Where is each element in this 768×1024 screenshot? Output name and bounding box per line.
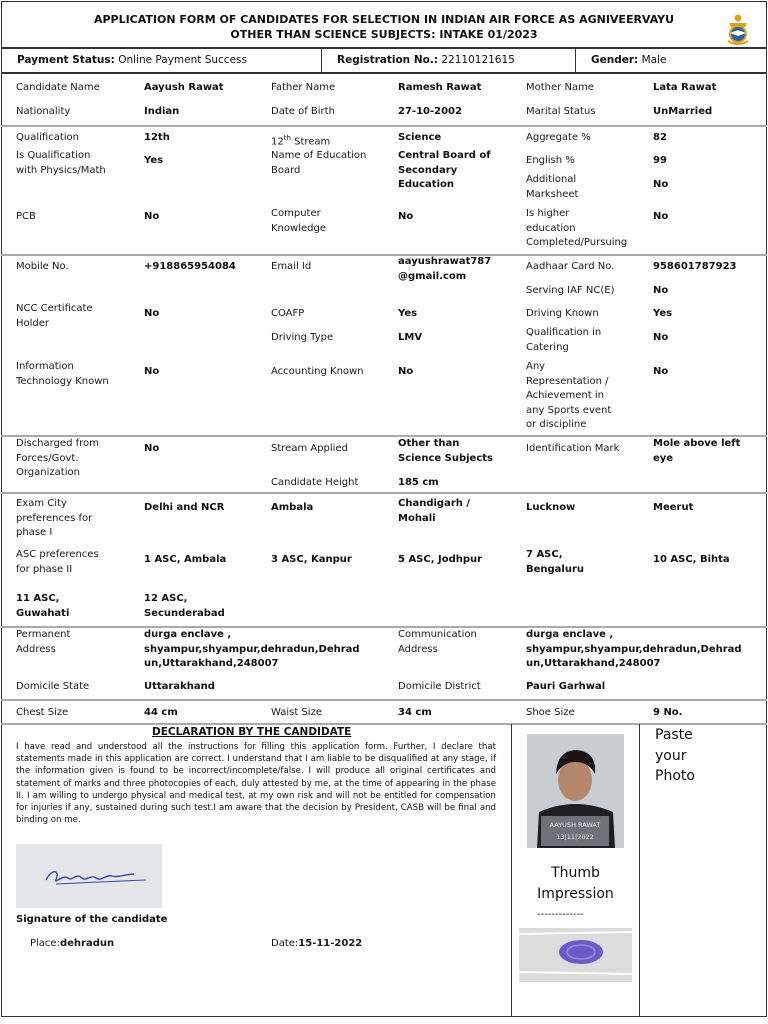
catering-label: Qualification in Catering	[526, 327, 602, 353]
asc-2: 3 ASC, Kanpur	[271, 554, 352, 565]
computer-knowledge-label: Computer Knowledge	[271, 208, 326, 234]
catering: No	[653, 332, 669, 343]
driving-type-label: Driving Type	[271, 332, 334, 343]
thumb-dash: -------------	[537, 909, 584, 920]
domicile-state: Uttarakhand	[144, 681, 215, 692]
asc-7: 12 ASC, Secunderabad	[144, 593, 225, 619]
domicile-state-label: Domicile State	[16, 681, 90, 692]
coafp-label: COAFP	[271, 308, 305, 319]
registration-number: Registration No.: 22110121615	[337, 54, 515, 66]
additional-marksheet: No	[653, 179, 669, 190]
marital: UnMarried	[653, 106, 713, 117]
english-label: English %	[526, 155, 575, 166]
photo-caption-name: AAYUSH RAWAT	[549, 821, 601, 829]
section-separator	[1, 254, 767, 256]
status-bar	[1, 49, 767, 74]
divider	[639, 724, 640, 1017]
aggregate: 82	[653, 132, 667, 143]
phase2-label: ASC preferences for phase II	[16, 549, 99, 575]
pcb-label: PCB	[16, 211, 36, 222]
it-known: No	[144, 366, 160, 377]
section-separator	[1, 699, 767, 701]
communication-address: durga enclave , shyampur,shyampur,dehradun,Dehrad un,Uttarakhand,248007	[526, 629, 742, 669]
nationality: Indian	[144, 106, 180, 117]
thumb-label: Thumb Impression	[537, 865, 614, 902]
declaration-text: I have read and understood all the instructions for filling this application form. Further, I declare that statements made in this application are correct. I understand that I am liable to be disqualified at any stage, if the information given is found to be incorrect/incomplete/false. I will produce all original certificates and statement of marks and three photocopies of each, duly attested by me, at the time of appearing in the phase II. I am willing to undergo physical and medical test, at my own risk and will not be entitled for compensation for injuries if any, sustained during such test.I am aware that the decision by President, CASB will be final and binding on me.	[16, 742, 496, 826]
exam-city-3: Chandigarh / Mohali	[398, 498, 471, 524]
permanent-address: durga enclave , shyampur,shyampur,dehradun,Dehrad un,Uttarakhand,248007	[144, 629, 360, 669]
email-label: Email Id	[271, 261, 312, 272]
exam-city-5: Meerut	[653, 502, 694, 513]
physics-math-label: Is Qualification with Physics/Math	[16, 150, 106, 176]
signature-image	[16, 844, 162, 908]
computer-knowledge: No	[398, 211, 414, 222]
higher-education-label: Is higher education Completed/Pursuing	[526, 208, 628, 248]
accounting: No	[398, 366, 414, 377]
mobile-label: Mobile No.	[16, 261, 69, 272]
section-separator	[1, 492, 767, 494]
asc-5: 10 ASC, Bihta	[653, 554, 730, 565]
candidate-photo	[527, 734, 624, 848]
gender: Gender: Male	[591, 54, 667, 66]
english: 99	[653, 155, 667, 166]
waist: 34 cm	[398, 707, 432, 718]
shoe: 9 No.	[653, 707, 683, 718]
stream-label: 12th Stream	[271, 134, 331, 148]
place: Place:dehradun	[30, 938, 115, 949]
form-title-line2: OTHER THAN SCIENCE SUBJECTS: INTAKE 01/2023	[230, 28, 538, 41]
candidate-name-label: Candidate Name	[16, 82, 100, 93]
pcb: No	[144, 211, 160, 222]
thumbprint	[519, 928, 632, 982]
iaf-crest-icon	[720, 11, 756, 47]
accounting-label: Accounting Known	[271, 366, 364, 377]
discharged: No	[144, 443, 160, 454]
candidate-name: Aayush Rawat	[144, 82, 224, 93]
board: Central Board of Secondary Education	[398, 150, 491, 190]
photo-caption-date: 13|11|2022	[556, 833, 594, 841]
aadhaar-label: Aadhaar Card No.	[526, 261, 615, 272]
additional-marksheet-label: Additional Marksheet	[526, 174, 579, 200]
domicile-district-label: Domicile District	[398, 681, 481, 692]
driving-known: Yes	[653, 308, 673, 319]
declaration-title: DECLARATION BY THE CANDIDATE	[152, 726, 352, 738]
date: Date:15-11-2022	[271, 938, 363, 949]
chest: 44 cm	[144, 707, 178, 718]
aggregate-label: Aggregate %	[526, 132, 591, 143]
driving-type: LMV	[398, 332, 423, 343]
waist-label: Waist Size	[271, 707, 322, 718]
dob-label: Date of Birth	[271, 106, 335, 117]
section-separator	[1, 723, 767, 725]
marital-label: Marital Status	[526, 106, 596, 117]
asc-1: 1 ASC, Ambala	[144, 554, 227, 565]
father-name: Ramesh Rawat	[398, 82, 482, 93]
stream: Science	[398, 132, 442, 143]
exam-city-2: Ambala	[271, 502, 314, 513]
mother-name-label: Mother Name	[526, 82, 594, 93]
form-header	[1, 1, 767, 49]
email: aayushrawat787 @gmail.com	[398, 256, 492, 282]
asc-3: 5 ASC, Jodhpur	[398, 554, 483, 565]
permanent-address-label: Permanent Address	[16, 629, 71, 655]
exam-city-4: Lucknow	[526, 502, 576, 513]
form-title-line1: APPLICATION FORM OF CANDIDATES FOR SELECTION IN INDIAN AIR FORCE AS AGNIVEERVAYU	[93, 13, 675, 26]
father-name-label: Father Name	[271, 82, 336, 93]
exam-city-1: Delhi and NCR	[144, 502, 225, 513]
asc-4: 7 ASC, Bengaluru	[526, 549, 585, 575]
sports-label: Any Representation / Achievement in any Sports event or discipline	[526, 361, 612, 430]
asc-6: 11 ASC, Guwahati	[16, 593, 70, 619]
mother-name: Lata Rawat	[653, 82, 717, 93]
phase1-label: Exam City preferences for phase I	[16, 498, 93, 538]
serving-label: Serving IAF NC(E)	[526, 285, 615, 296]
signature-caption: Signature of the candidate	[16, 914, 168, 925]
id-mark-label: Identification Mark	[526, 443, 620, 454]
it-known-label: Information Technology Known	[16, 361, 109, 387]
communication-address-label: Communication Address	[398, 629, 477, 655]
board-label: Name of Education Board	[271, 150, 367, 176]
driving-known-label: Driving Known	[526, 308, 599, 319]
serving: No	[653, 285, 669, 296]
height: 185 cm	[398, 477, 439, 488]
payment-status: Payment Status: Online Payment Success	[17, 54, 247, 66]
mobile: +918865954084	[144, 261, 236, 272]
domicile-district: Pauri Garhwal	[526, 681, 606, 692]
sports: No	[653, 366, 669, 377]
qualification-label: Qualification	[16, 132, 79, 143]
divider	[575, 49, 576, 72]
photo-portrait	[527, 734, 624, 848]
chest-label: Chest Size	[16, 707, 69, 718]
height-label: Candidate Height	[271, 477, 359, 488]
higher-education: No	[653, 211, 669, 222]
ncc: No	[144, 308, 160, 319]
thumb-impression-image	[519, 928, 632, 982]
nationality-label: Nationality	[16, 106, 71, 117]
dob: 27-10-2002	[398, 106, 462, 117]
signature-scribble	[16, 844, 162, 908]
discharged-label: Discharged from Forces/Govt. Organization	[16, 438, 99, 478]
shoe-label: Shoe Size	[526, 707, 575, 718]
qualification: 12th	[144, 132, 170, 143]
paste-photo-text: Paste your Photo	[655, 727, 695, 784]
physics-math: Yes	[144, 155, 164, 166]
coafp: Yes	[398, 308, 418, 319]
divider	[321, 49, 322, 72]
id-mark: Mole above left eye	[653, 438, 741, 464]
section-separator	[1, 125, 767, 127]
stream-applied-label: Stream Applied	[271, 443, 348, 454]
stream-applied: Other than Science Subjects	[398, 438, 493, 464]
aadhaar: 958601787923	[653, 261, 737, 272]
ncc-label: NCC Certificate Holder	[16, 303, 93, 329]
